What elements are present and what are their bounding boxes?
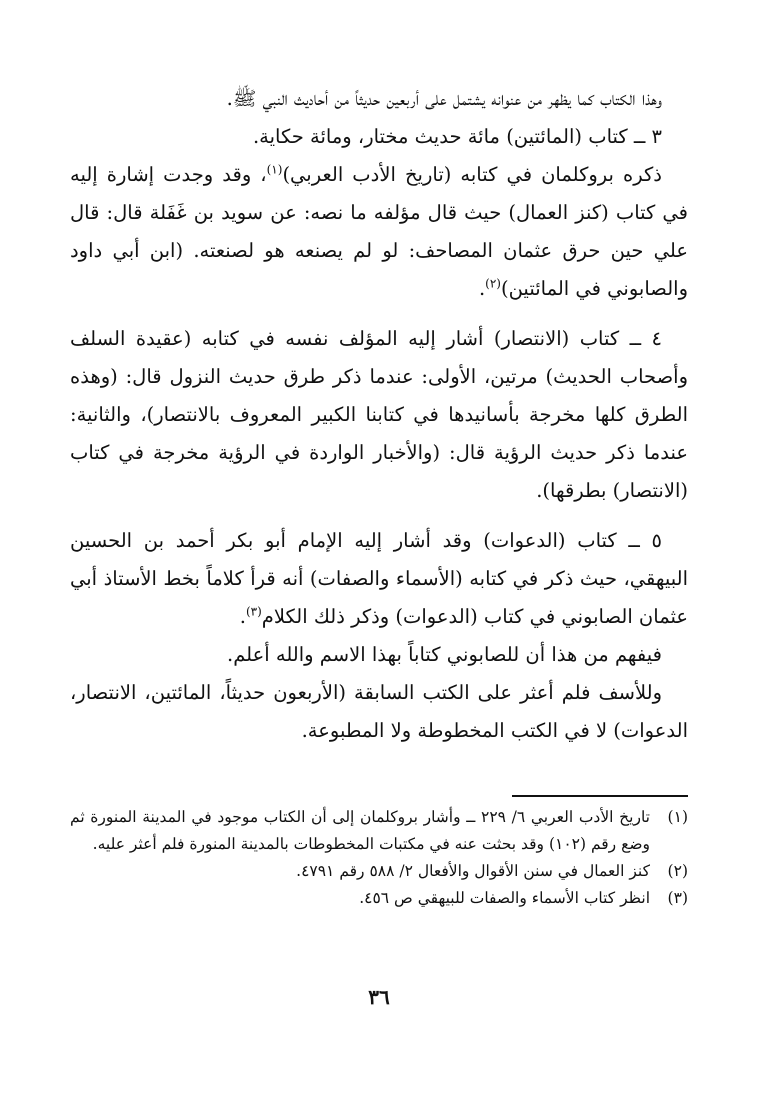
paragraph-text: . (239, 605, 246, 628)
footnote-item-1 (70, 804, 688, 858)
paragraph-regret: وللأسف فلم أعثر على الكتب السابقة (الأربعون حديثاً، المائتين، الانتصار، الدعوات) لا في الكتب المخطوطة ولا المطبوعة. (70, 681, 688, 742)
page-content (70, 80, 688, 1059)
page-number: ٣٦ (368, 985, 390, 1009)
paragraph-text: . (478, 277, 486, 300)
footnote-ref-1[interactable]: (١) (266, 162, 283, 177)
footnotes-section (70, 804, 688, 912)
paragraph-intro: وهذا الكتاب كما يظهر من عنوانه يشتمل على أربعين حديثاً من أحاديث النبي ﷺ. (226, 87, 662, 110)
paragraph-book-3: ٣ ــ كتاب (المائتين) مائة حديث مختار، ومائة حكاية. (252, 125, 662, 148)
paragraph-text: ذكره بروكلمان في كتابه (تاريخ الأدب العربي) (282, 163, 662, 186)
paragraph-brockelmann (70, 156, 688, 308)
footnote-item-2 (70, 858, 688, 885)
paragraph-book-5 (70, 522, 688, 636)
footnote-text: كنز العمال في سنن الأقوال والأفعال ٢/ ٥٨٨ رقم ٤٧٩١. (296, 862, 650, 880)
footnote-number: (٣) (667, 889, 688, 907)
footnote-ref-3[interactable]: (٣) (245, 604, 262, 619)
paragraph-conclusion: فيفهم من هذا أن للصابوني كتاباً بهذا الاسم والله أعلم. (227, 643, 662, 666)
footnote-item-3 (70, 885, 688, 912)
footnote-ref-2[interactable]: (٢) (485, 276, 501, 291)
footnote-number: (١) (667, 808, 688, 826)
paragraph-book-4: ٤ ــ كتاب (الانتصار) أشار إليه المؤلف نفسه في كتابه (عقيدة السلف وأصحاب الحديث) مرتين، الأولى: عندما ذكر طرق حديث النزول قال: (وهذه الطرق كلها مخرجة بأسانيدها في كتابنا الكبير المعروف بالانتصار)، والثانية: عندما ذكر حديث الرؤية قال: (والأخبار الواردة في الرؤية مخرجة في كتاب (الانتصار) بطرقها). (70, 327, 688, 502)
paragraph-text: ٥ ــ كتاب (الدعوات) وقد أشار إليه الإمام أبو بكر أحمد بن الحسين البيهقي، حيث ذكر في كتابه (الأسماء والصفات) أنه قرأ كلاماً بخط الأستاذ أبي عثمان الصابوني في كتاب (الدعوات) وذكر ذلك الكلام (70, 529, 688, 628)
footnote-number: (٢) (667, 862, 688, 880)
footnote-text: تاريخ الأدب العربي ٦/ ٢٢٩ ــ وأشار بروكلمان إلى أن الكتاب موجود في المدينة المنورة ثم وضع رقم (١٠٢) وقد بحثت عنه في مكتبات المخطوطات بالمدينة المنورة فلم أعثر عليه. (70, 808, 650, 853)
paragraph-text: ، وقد وجدت إشارة إليه في كتاب (كنز العمال) حيث قال مؤلفه ما نصه: عن سويد بن غَفَلة قال: قال علي حين حرق عثمان المصاحف: لو لم يصنعه هو لصنعته. (ابن أبي داود والصابوني في المائتين) (70, 163, 688, 300)
footnote-divider (512, 795, 688, 797)
footnote-text: انظر كتاب الأسماء والصفات للبيهقي ص ٤٥٦. (359, 889, 650, 907)
